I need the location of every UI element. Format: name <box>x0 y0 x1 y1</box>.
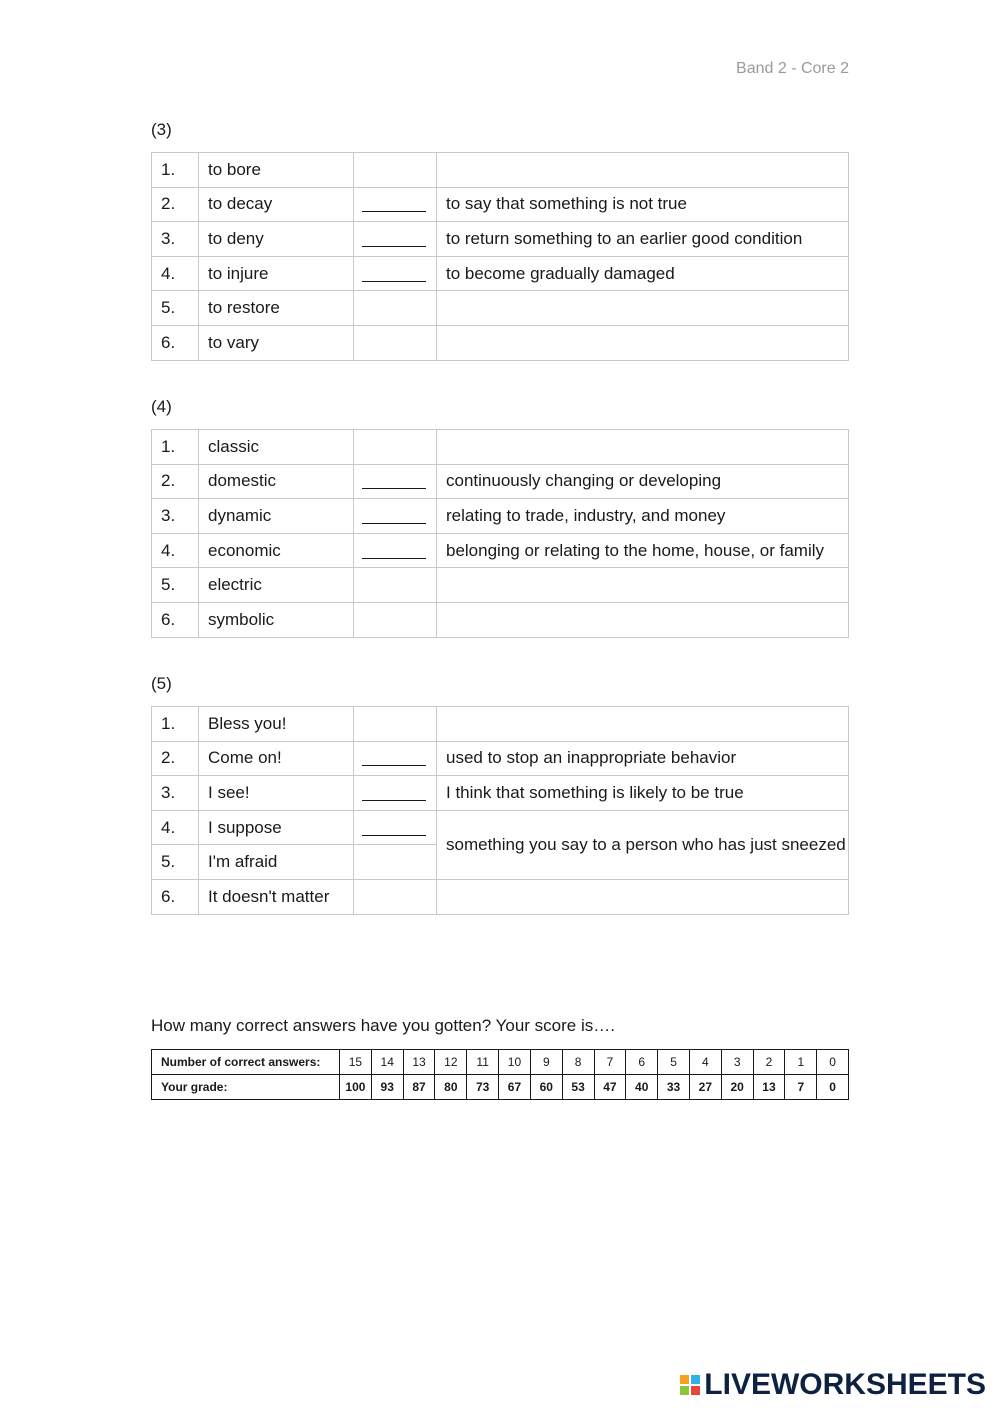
table-row <box>152 464 849 499</box>
correct-count-cell: 15 <box>340 1050 372 1075</box>
item-word: symbolic <box>199 602 354 637</box>
item-word: domestic <box>199 464 354 499</box>
answer-line[interactable] <box>362 786 426 801</box>
table-row <box>152 776 849 811</box>
correct-count-cell: 14 <box>371 1050 403 1075</box>
item-number: 1. <box>152 707 199 742</box>
table-row <box>152 568 849 603</box>
correct-count-cell: 11 <box>467 1050 499 1075</box>
answer-blank[interactable] <box>354 499 437 534</box>
item-word: to deny <box>199 222 354 257</box>
empty-cell <box>354 879 437 914</box>
grade-cell: 13 <box>753 1075 785 1100</box>
exercise-section <box>151 674 849 915</box>
correct-count-cell: 6 <box>626 1050 658 1075</box>
matching-table <box>151 429 849 638</box>
definition <box>437 430 849 465</box>
liveworksheets-logo <box>680 1368 986 1402</box>
section-label: (3) <box>151 120 172 139</box>
table-row <box>152 430 849 465</box>
grade-cell: 20 <box>721 1075 753 1100</box>
empty-cell <box>354 707 437 742</box>
answer-blank[interactable] <box>354 741 437 776</box>
table-row <box>152 325 849 360</box>
empty-cell <box>354 602 437 637</box>
item-number: 3. <box>152 499 199 534</box>
correct-count-cell: 2 <box>753 1050 785 1075</box>
table-row <box>152 222 849 257</box>
grade-cell: 7 <box>785 1075 817 1100</box>
correct-answers-row <box>152 1050 849 1075</box>
correct-count-cell: 5 <box>658 1050 690 1075</box>
item-number: 2. <box>152 464 199 499</box>
grade-cell: 73 <box>467 1075 499 1100</box>
grade-cell: 0 <box>817 1075 849 1100</box>
empty-cell <box>354 430 437 465</box>
table-row <box>152 499 849 534</box>
correct-count-cell: 9 <box>530 1050 562 1075</box>
grade-label: Your grade: <box>152 1075 340 1100</box>
correct-count-cell: 1 <box>785 1050 817 1075</box>
item-word: It doesn't matter <box>199 879 354 914</box>
definition <box>437 325 849 360</box>
grade-cell: 67 <box>499 1075 531 1100</box>
empty-cell <box>354 153 437 188</box>
correct-count-cell: 3 <box>721 1050 753 1075</box>
answer-line[interactable] <box>362 544 426 559</box>
correct-count-cell: 8 <box>562 1050 594 1075</box>
grade-row <box>152 1075 849 1100</box>
logo-text: LIVEWORKSHEETS <box>704 1368 986 1401</box>
item-word: to vary <box>199 325 354 360</box>
item-number: 4. <box>152 256 199 291</box>
definition: something you say to a person who has just sneezed <box>437 810 849 879</box>
section-label: (4) <box>151 397 172 416</box>
item-number: 4. <box>152 533 199 568</box>
exercise-section <box>151 397 849 638</box>
item-number: 2. <box>152 187 199 222</box>
correct-count-cell: 7 <box>594 1050 626 1075</box>
item-word: to bore <box>199 153 354 188</box>
item-number: 6. <box>152 602 199 637</box>
definition <box>437 291 849 326</box>
grade-cell: 33 <box>658 1075 690 1100</box>
item-number: 5. <box>152 291 199 326</box>
item-word: dynamic <box>199 499 354 534</box>
answer-line[interactable] <box>362 267 426 282</box>
item-number: 2. <box>152 741 199 776</box>
definition: used to stop an inappropriate behavior <box>437 741 849 776</box>
definition: to say that something is not true <box>437 187 849 222</box>
table-row <box>152 187 849 222</box>
grade-cell: 40 <box>626 1075 658 1100</box>
item-word: electric <box>199 568 354 603</box>
definition: relating to trade, industry, and money <box>437 499 849 534</box>
section-label: (5) <box>151 674 172 693</box>
item-word: classic <box>199 430 354 465</box>
exercise-section <box>151 120 849 361</box>
definition <box>437 568 849 603</box>
definition: to become gradually damaged <box>437 256 849 291</box>
answer-blank[interactable] <box>354 464 437 499</box>
answer-blank[interactable] <box>354 222 437 257</box>
answer-line[interactable] <box>362 232 426 247</box>
answer-blank[interactable] <box>354 187 437 222</box>
definition <box>437 879 849 914</box>
item-word: I'm afraid <box>199 845 354 880</box>
item-number: 3. <box>152 222 199 257</box>
answer-line[interactable] <box>362 821 426 836</box>
item-word: to decay <box>199 187 354 222</box>
grade-cell: 60 <box>530 1075 562 1100</box>
correct-count-cell: 10 <box>499 1050 531 1075</box>
item-word: to injure <box>199 256 354 291</box>
answer-line[interactable] <box>362 509 426 524</box>
correct-answers-label: Number of correct answers: <box>152 1050 340 1075</box>
grade-cell: 53 <box>562 1075 594 1100</box>
item-number: 1. <box>152 430 199 465</box>
item-word: Bless you! <box>199 707 354 742</box>
empty-cell <box>354 325 437 360</box>
answer-blank[interactable] <box>354 776 437 811</box>
answer-blank[interactable] <box>354 533 437 568</box>
item-word: I suppose <box>199 810 354 845</box>
table-row <box>152 707 849 742</box>
item-word: economic <box>199 533 354 568</box>
table-row <box>152 879 849 914</box>
item-number: 1. <box>152 153 199 188</box>
table-row <box>152 602 849 637</box>
table-row <box>152 810 849 845</box>
answer-blank[interactable] <box>354 256 437 291</box>
grade-cell: 93 <box>371 1075 403 1100</box>
table-row <box>152 291 849 326</box>
correct-count-cell: 12 <box>435 1050 467 1075</box>
item-word: Come on! <box>199 741 354 776</box>
item-number: 5. <box>152 845 199 880</box>
matching-table <box>151 152 849 361</box>
score-table <box>151 1049 849 1100</box>
page-header: Band 2 - Core 2 <box>736 60 849 77</box>
item-word: to restore <box>199 291 354 326</box>
definition: I think that something is likely to be true <box>437 776 849 811</box>
item-number: 4. <box>152 810 199 845</box>
answer-line[interactable] <box>362 474 426 489</box>
logo-mark-icon <box>680 1375 700 1395</box>
definition <box>437 602 849 637</box>
correct-count-cell: 13 <box>403 1050 435 1075</box>
item-word: I see! <box>199 776 354 811</box>
table-row <box>152 533 849 568</box>
grade-cell: 27 <box>689 1075 721 1100</box>
grade-cell: 47 <box>594 1075 626 1100</box>
grade-cell: 80 <box>435 1075 467 1100</box>
score-question: How many correct answers have you gotten? Your score is…. <box>151 1016 615 1035</box>
definition: continuously changing or developing <box>437 464 849 499</box>
grade-cell: 87 <box>403 1075 435 1100</box>
definition: to return something to an earlier good condition <box>437 222 849 257</box>
definition: belonging or relating to the home, house, or family <box>437 533 849 568</box>
correct-count-cell: 4 <box>689 1050 721 1075</box>
definition <box>437 707 849 742</box>
item-number: 6. <box>152 325 199 360</box>
table-row <box>152 741 849 776</box>
table-row <box>152 153 849 188</box>
empty-cell <box>354 568 437 603</box>
item-number: 5. <box>152 568 199 603</box>
item-number: 3. <box>152 776 199 811</box>
item-number: 6. <box>152 879 199 914</box>
empty-cell <box>354 845 437 880</box>
grade-cell: 100 <box>340 1075 372 1100</box>
matching-table <box>151 706 849 915</box>
answer-blank[interactable] <box>354 810 437 845</box>
empty-cell <box>354 291 437 326</box>
definition <box>437 153 849 188</box>
answer-line[interactable] <box>362 751 426 766</box>
answer-line[interactable] <box>362 197 426 212</box>
correct-count-cell: 0 <box>817 1050 849 1075</box>
table-row <box>152 256 849 291</box>
